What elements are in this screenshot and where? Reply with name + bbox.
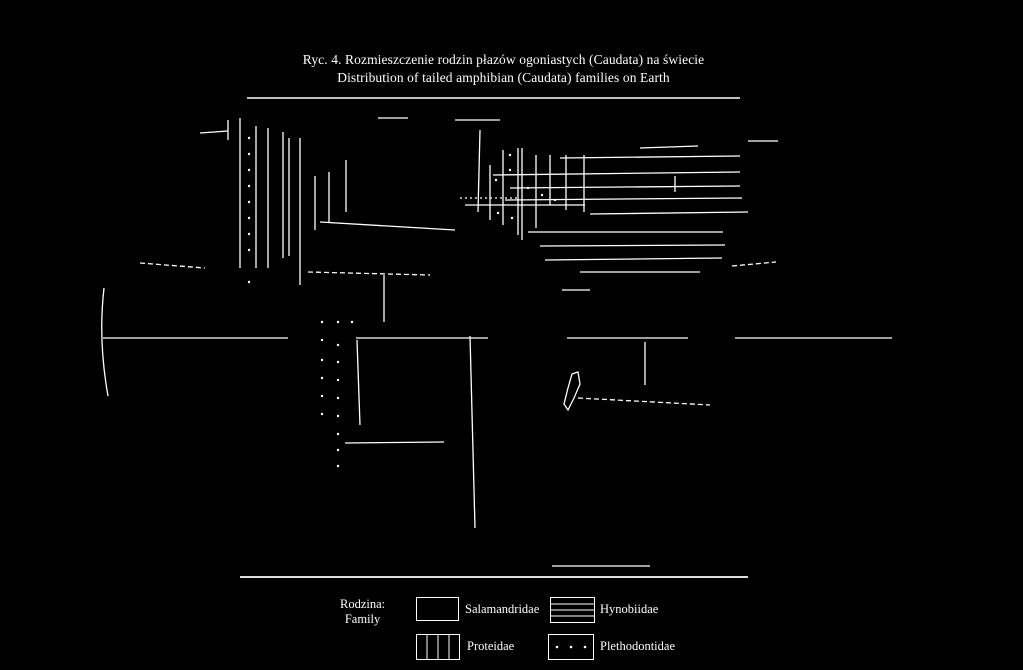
legend-swatch-hynobiidae — [550, 597, 595, 623]
legend-label-salamandridae: Salamandridae — [465, 602, 540, 616]
caption-english: Distribution of tailed amphibian (Caudata) families on Earth — [337, 70, 670, 85]
central-america-region — [321, 321, 488, 528]
caption-polish: Ryc. 4. Rozmieszczenie rodzin płazów ogoniastych (Caudata) na świecie — [302, 52, 705, 67]
legend-heading — [340, 597, 385, 627]
legend-swatch-salamandridae — [416, 597, 459, 621]
legend-label-proteidae: Proteidae — [467, 639, 515, 653]
legend-label-plethodontidae: Plethodontidae — [600, 639, 675, 653]
legend-heading-pl: Rodzina: — [340, 597, 386, 611]
eurasia-region — [455, 120, 778, 290]
madagascar-outline — [564, 372, 580, 410]
north-america-region — [140, 118, 455, 322]
legend-label-hynobiidae: Hynobiidae — [600, 602, 659, 616]
legend-swatch-plethodontidae — [548, 634, 594, 660]
legend-heading-en: Family — [344, 612, 381, 626]
legend-swatch-proteidae — [416, 634, 460, 660]
